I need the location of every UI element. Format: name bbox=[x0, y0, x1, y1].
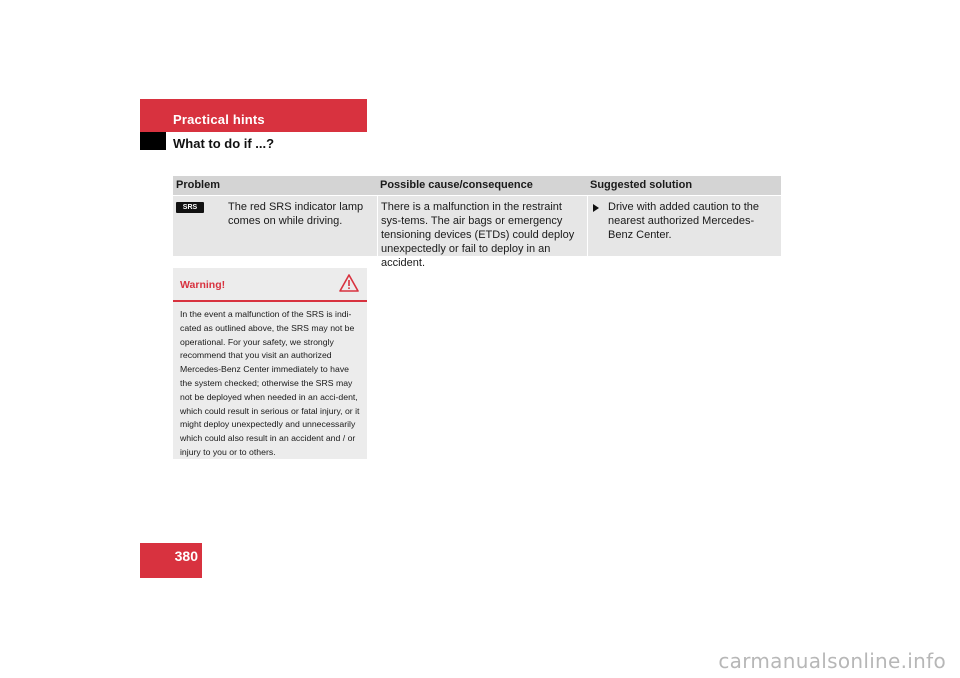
page-number: 380 bbox=[174, 548, 198, 564]
cause-cell: There is a malfunction in the restraint sys-tems. The air bags or emergency tensioning devices (ETDs) could deploy unexpectedly or fail to deploy in an accident. bbox=[377, 196, 587, 256]
solution-cell bbox=[587, 196, 781, 256]
bullet-arrow-icon bbox=[593, 204, 599, 212]
table-row bbox=[173, 196, 781, 269]
page-number-box bbox=[140, 543, 202, 578]
column-header-cause: Possible cause/consequence bbox=[380, 179, 533, 191]
problem-cell bbox=[173, 196, 377, 256]
srs-indicator-icon: SRS bbox=[176, 202, 204, 213]
problem-text: The red SRS indicator lamp comes on while driving. bbox=[228, 201, 364, 227]
warning-triangle-icon bbox=[339, 274, 359, 297]
section-title: Practical hints bbox=[173, 112, 265, 127]
subsection-marker bbox=[140, 132, 166, 150]
warning-header bbox=[173, 268, 367, 302]
table-header bbox=[173, 176, 781, 196]
column-header-problem: Problem bbox=[176, 179, 221, 191]
watermark: carmanualsonline.info bbox=[718, 649, 946, 673]
solution-text: Drive with added caution to the nearest authorized Mercedes-Benz Center. bbox=[608, 201, 760, 241]
column-header-solution: Suggested solution bbox=[590, 179, 693, 191]
warning-label: Warning! bbox=[180, 279, 226, 291]
subsection-title: What to do if ...? bbox=[173, 136, 275, 151]
troubleshooting-table bbox=[173, 176, 781, 269]
warning-box bbox=[173, 268, 367, 459]
warning-text: In the event a malfunction of the SRS is indi-cated as outlined above, the SRS may not be operational. For your safety, we strongly recommend that you visit an authorized Mercedes-Benz Center immediately to have the system checked; otherwise the SRS may not be deployed when needed in an acci-dent, which could result in serious or fatal injury, or it might deploy unexpectedly and unnecessarily which could also result in an accident and / or injury to you or to others. bbox=[180, 309, 360, 457]
